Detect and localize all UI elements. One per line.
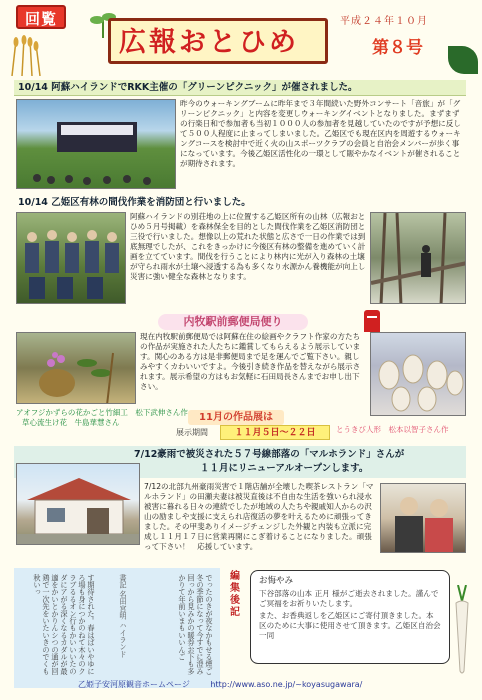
notice-body-2: また、お香典返しを乙姫区にご寄付頂きました。本区のために大事に使用させて頂きます。乙姫区自治会一同 bbox=[259, 610, 441, 640]
masthead bbox=[108, 18, 328, 64]
exhibit-period: １１月５日～２２日 bbox=[220, 425, 330, 440]
footer-url-link[interactable]: http://www.aso.ne.jp/~koyasugawara/ bbox=[210, 680, 363, 689]
thinning-heading: 10/14 乙姫区有林の間伐作業を消防団と行いました。 bbox=[18, 197, 251, 208]
marufarm-body: 7/12の北部九州豪雨災害で１階店舗が全壊した喫茶レストラン「マルホランド」の田瀬夫妻は被災直後は不自由な生活を強いられ浸水被害に暮れる日々の連続でしたが地域の人たちや親戚知人からの沢山の励ましや支援に支えられ店復活の夢を叶えるために頑張ってきました。その甲斐ありイメージチェンジした外観と内装も立派に完成し１１月１７日に営業再開にこぎ着けることになりました。頑張って下さい！ 応援しています。 bbox=[144, 482, 374, 551]
basket-caption: アオフジかずらの花かごと竹細工 松下武伸さん作 bbox=[16, 408, 188, 417]
footer bbox=[78, 680, 362, 690]
ikebana-caption: 草心流生け花 牛島華慧さん bbox=[22, 418, 120, 427]
picnic-stage-photo bbox=[16, 99, 176, 189]
green-picnic-heading: 10/14 阿蘇ハイランドでRKK主催の「グリーンピクニック」が催されました。 bbox=[14, 80, 466, 96]
circulation-badge: 回覧 bbox=[16, 5, 66, 29]
post-office-body: 現在内牧駅前郵便局では阿蘇在住の絵画やクラフト作家の方たちの作品が実施された人たちに鑑賞してもらえるよう展示しています。関心のある方は是非郵便局まで足を運んでご覧下さい。親しみやすくカわいいですよ。今後引き続き作品を替えながら展示されます。展示希望の方はもお気軽に石田局長さんまでお申し出下さい。 bbox=[140, 332, 361, 391]
issue-date: 平成２４年１０月 bbox=[340, 16, 428, 27]
marufarm-heading-line1: 7/12豪雨で被災された５７号線部落の「マルホランド」さんが bbox=[134, 449, 405, 460]
editor-note-text-2: す期待された。春はぱいやゆにろ場も身につかのねて木々のクラブるるオン行もかいいいたのダにアがる深くなるカダルが最適をかいとかりんシつの通が回鶏で一次先をいたいきのでくも秋いっ bbox=[33, 574, 96, 675]
owners-photo bbox=[380, 483, 466, 553]
postbox-icon bbox=[364, 310, 380, 332]
thinning-body: 阿蘇ハイランドの別荘地の上に位置する乙姫区所有の山林（広報おとひめ５月号掲載）を森林保全を目的とした間伐作業を乙姫区消防団と三役で行いました。想像以上の荒れた状態と広さで一日の作業では到底無理でしたが、これをきっかけに今後区有林の整備を進めていく計画を立てています。間伐を行うことにより林内に光が入り森林の土壌が守られ雨水が土壌へ浸透する為も多くなり水源かん養機能が向上し災害に強い健全な森林となります。 bbox=[130, 212, 366, 281]
leaf-icon bbox=[448, 46, 478, 74]
corn-dolls-photo bbox=[370, 332, 466, 416]
post-office-heading: 内牧駅前郵便局便り bbox=[158, 314, 308, 330]
green-picnic-body: 昨今のウォーキングブームに昨年まで３年間続いた野外コンサート「音旅」が「グリーンピクニック」と内容を変更しウォーキングイベントとなりました。まずまずの行楽日和で参加者も当初１０００人の参加者を見越していたのですが予想に反して５００人程度に止まってしまいました。乙姫区でも現在区内を周遊するウォーキングコースを検討中で近く火の山スポーツクラブの会員と自治会メンバーが歩く事になっています。今後乙姫区活性化の一環として賑やかなイベントが催されることが期待されます。 bbox=[180, 99, 461, 168]
volunteers-photo bbox=[16, 212, 126, 304]
condolence-notice bbox=[250, 570, 450, 664]
editor-note-title: 編集後記 bbox=[227, 570, 239, 618]
period-label: 展示期間 bbox=[176, 428, 208, 437]
wheat-icon bbox=[6, 34, 44, 76]
november-exhibit-label: 11月の作品展は bbox=[188, 410, 284, 425]
issue-number: 第８号 bbox=[372, 38, 423, 58]
editor-name: 書記 名田宮明 ハイランド bbox=[119, 574, 128, 658]
footer-site-name: 乙姫子安河原観音ホームページ bbox=[78, 680, 190, 689]
corn-doll-caption: とうきび人形 松本以智子さん作 bbox=[336, 425, 449, 434]
radish-icon bbox=[452, 585, 472, 675]
newsletter-title: 広報おとひめ bbox=[119, 27, 299, 58]
notice-body-1: 下谷部落の山本 正月 様がご逝去されました。謹んでご冥福をお祈りいたします。 bbox=[259, 588, 439, 608]
notice-title: お悔やみ bbox=[259, 576, 294, 586]
forest-work-photo bbox=[370, 212, 466, 304]
flower-basket-photo bbox=[16, 332, 136, 404]
editor-note-panel bbox=[14, 568, 220, 688]
restaurant-photo bbox=[16, 463, 140, 545]
editor-note-text-1: でったのきが夜なかもせる煙ご冬の季節になって今すでに澄み回っから見みかの暖券お下も多かりて年前いまもいいんご bbox=[178, 574, 214, 675]
marufarm-heading-line2: １１月にリニューアルオープンします。 bbox=[200, 463, 369, 474]
